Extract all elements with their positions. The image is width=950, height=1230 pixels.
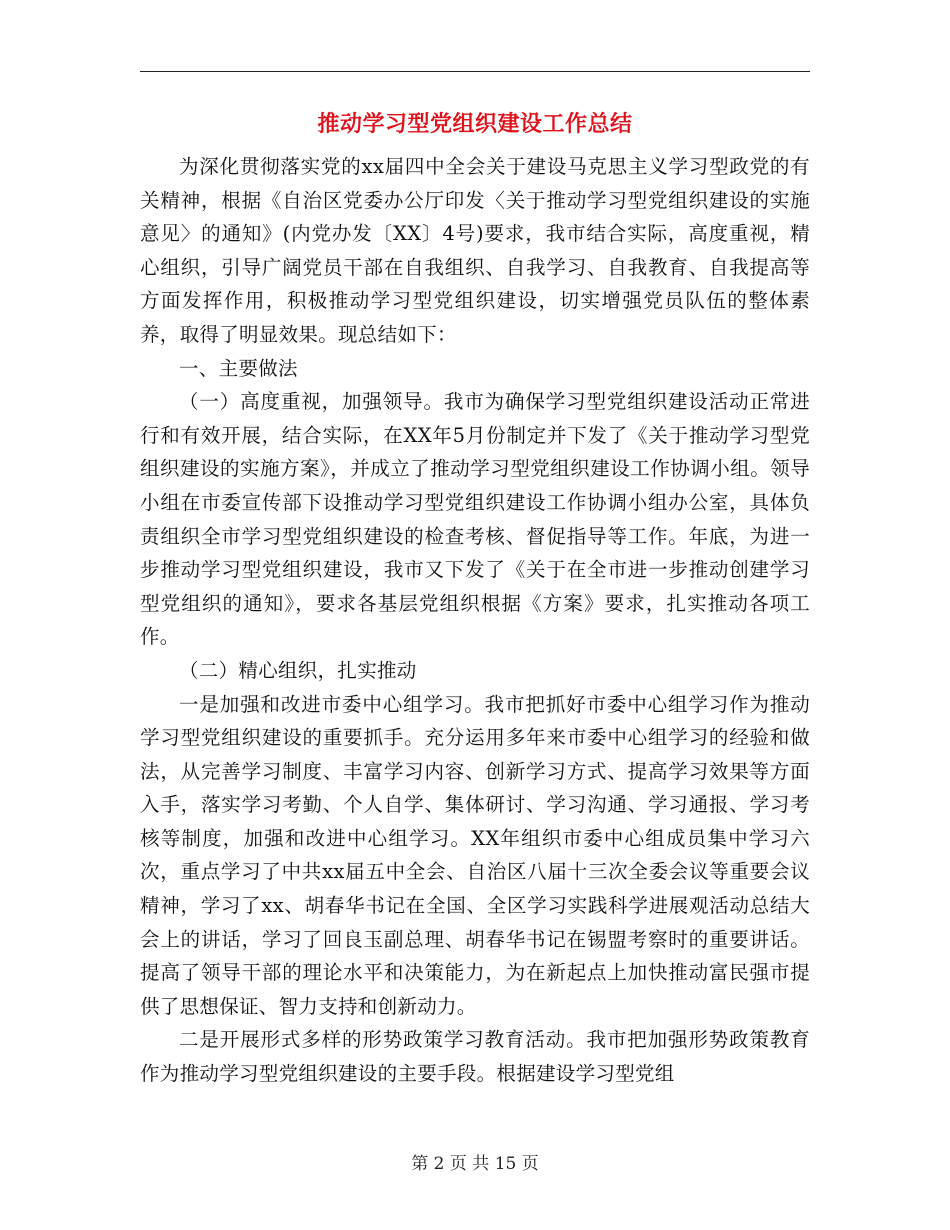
paragraph-intro: 为深化贯彻落实党的xx届四中全会关于建设马克思主义学习型政党的有关精神，根据《自治区党委办公厅印发〈关于推动学习型党组织建设的实施意见〉的通知》(内党办发〔XX〕4号)要求，我市结合实际，高度重视，精心组织，引导广阔党员干部在自我组织、自我学习、自我教育、自我提高等方面发挥作用，积极推动学习型党组织建设，切实增强党员队伍的整体素养，取得了明显效果。现总结如下： xyxy=(140,155,810,346)
paragraph-central-group-study: 一是加强和改进市委中心组学习。我市把抓好市委中心组学习作为推动学习型党组织建设的重要抓手。充分运用多年来市委中心组学习的经验和做法，从完善学习制度、丰富学习内容、创新学习方式、提高学习效果等方面入手，落实学习考勤、个人自学、集体研讨、学习沟通、学习通报、学习考核等制度，加强和改进中心组学习。XX年组织市委中心组成员集中学习六次，重点学习了中共xx届五中全会、自治区八届十三次全委会议等重要会议精神，学习了xx、胡春华书记在全国、全区学习实践科学进展观活动总结大会上的讲话，学习了回良玉副总理、胡春华书记在锡盟考察时的重要讲话。提高了领导干部的理论水平和决策能力，为在新起点上加快推动富民强市提供了思想保证、智力支持和创新动力。 xyxy=(140,692,810,1018)
header-rule xyxy=(140,71,810,72)
paragraph-leadership: （一）高度重视，加强领导。我市为确保学习型党组织建设活动正常进行和有效开展，结合实际，在XX年5月份制定并下发了《关于推动学习型党组织建设的实施方案》，并成立了推动学习型党组织建设工作协调小组。领导小组在市委宣传部下设推动学习型党组织建设工作协调小组办公室，具体负责组织全市学习型党组织建设的检查考核、督促指导等工作。年底，为进一步推动学习型党组织建设，我市又下发了《关于在全市进一步推动创建学习型党组织的通知》，要求各基层党组织根据《方案》要求，扎实推动各项工作。 xyxy=(140,390,810,649)
heading-main-practices: 一、主要做法 xyxy=(179,356,298,380)
page-number-footer: 第 2 页 共 15 页 xyxy=(411,1154,539,1174)
heading-organization: （二）精心组织，扎实推动 xyxy=(179,658,417,682)
document-body xyxy=(140,150,810,1091)
paragraph-policy-education: 二是开展形式多样的形势政策学习教育活动。我市把加强形势政策教育作为推动学习型党组织建设的主要手段。根据建设学习型党组 xyxy=(140,1028,810,1086)
document-title: 推动学习型党组织建设工作总结 xyxy=(317,112,633,137)
